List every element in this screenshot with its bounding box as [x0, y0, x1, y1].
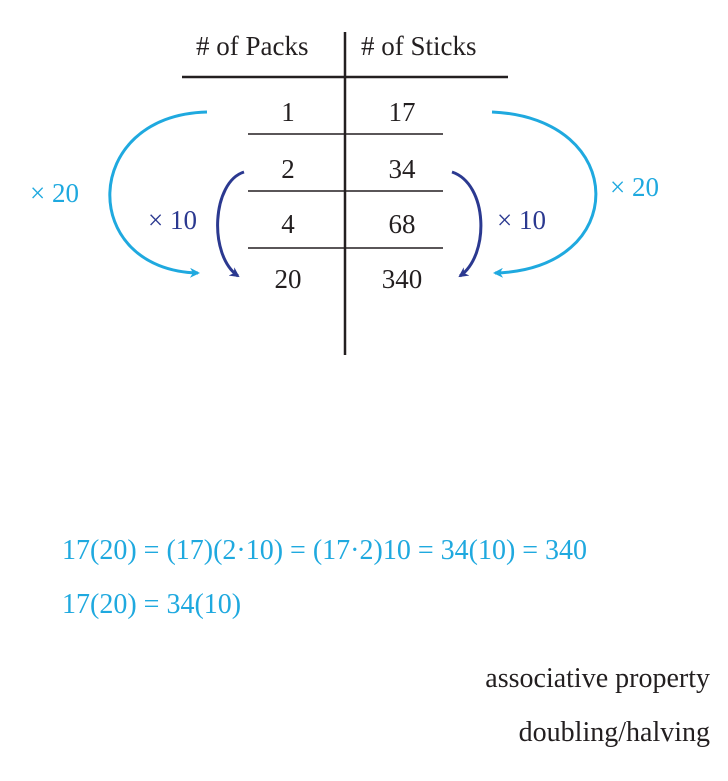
inner-left-label: × 10 — [148, 205, 197, 235]
header-packs: # of Packs — [196, 31, 309, 61]
outer-left-arrow — [110, 112, 207, 273]
cell-packs-row-2: 2 — [281, 154, 295, 184]
cell-sticks-row-2: 34 — [388, 154, 416, 184]
equation-line-2: 17(20) = 34(10) — [62, 589, 242, 620]
header-sticks: # of Sticks — [361, 31, 477, 61]
strategy-note: doubling/halving — [518, 717, 710, 748]
inner-right-arrow — [452, 172, 481, 276]
cell-packs-row-1: 1 — [281, 97, 295, 127]
inner-left-arrow — [218, 172, 244, 276]
outer-right-arrow — [492, 112, 596, 273]
cell-sticks-row-1: 17 — [388, 97, 416, 127]
outer-right-label: × 20 — [610, 172, 659, 202]
cell-packs-row-3: 4 — [281, 209, 295, 239]
property-note: associative property — [485, 663, 710, 694]
inner-right-label: × 10 — [497, 205, 546, 235]
cell-packs-row-4: 20 — [274, 264, 302, 294]
equation-line-1: 17(20) = (17)(2·10) = (17·2)10 = 34(10) = 340 — [62, 535, 588, 566]
cell-sticks-row-3: 68 — [388, 209, 416, 239]
outer-left-label: × 20 — [30, 178, 79, 208]
cell-sticks-row-4: 340 — [381, 264, 423, 294]
